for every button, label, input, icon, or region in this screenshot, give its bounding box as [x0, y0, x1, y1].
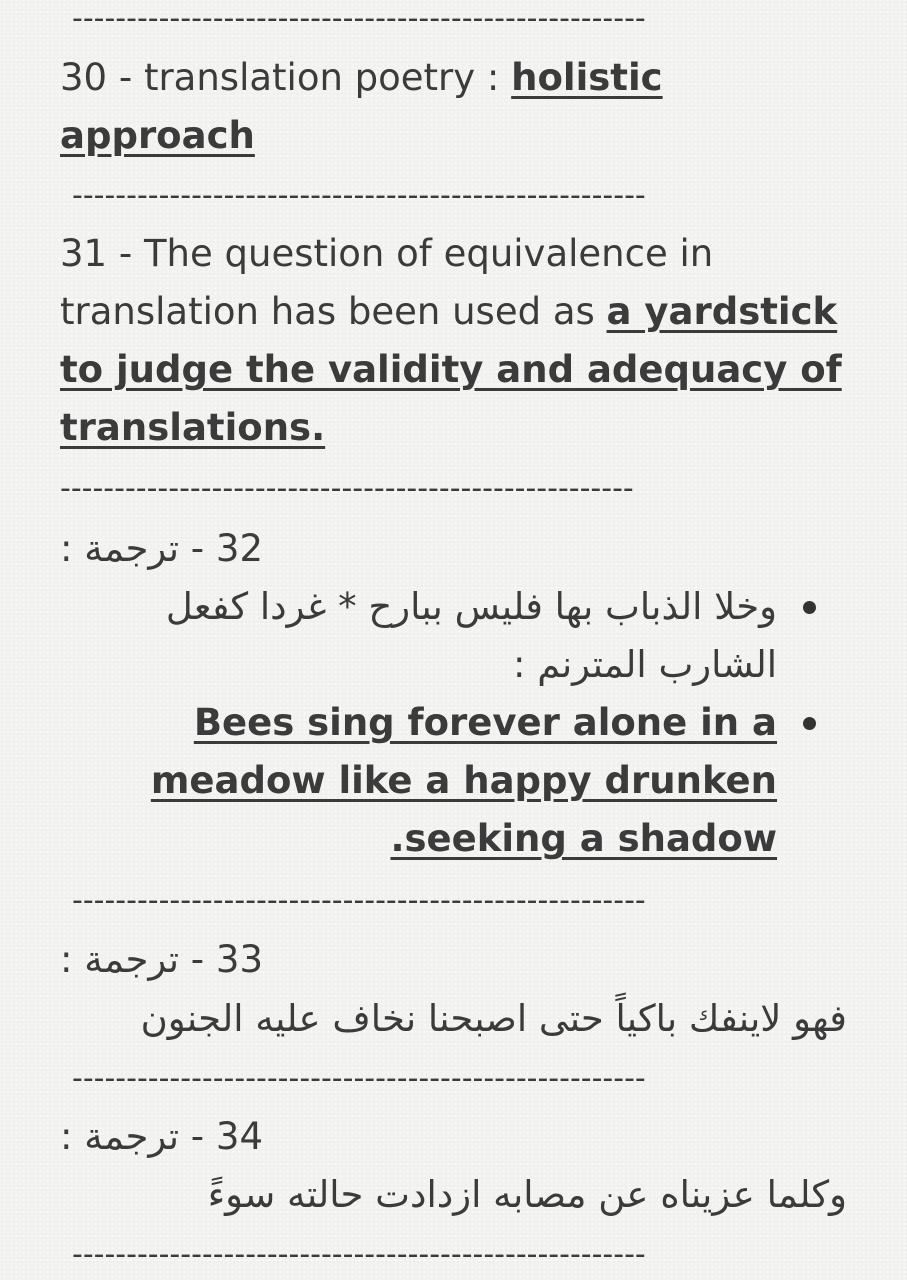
item-32-translation-part-2: meadow like a happy drunken	[150, 759, 777, 802]
item-32-heading	[60, 520, 280, 578]
item-31-line-2	[60, 283, 837, 341]
item-31-answer-part-3: translations.	[60, 406, 326, 449]
separator-line: -----------------------------------------------------	[72, 1064, 646, 1094]
item-32-translation-part-1: Bees sing forever alone in a	[193, 701, 777, 744]
item-31-text-1: 31 - The question of equivalence in	[60, 232, 714, 275]
item-32-translation-part-3: .seeking a shadow	[390, 817, 777, 860]
bullet-point	[803, 717, 816, 730]
item-32-heading-text: 32 - ترجمة :	[60, 527, 264, 570]
separator-line: -----------------------------------------------------	[60, 474, 634, 504]
separator-line: -----------------------------------------------------	[72, 4, 646, 34]
item-30-answer-part-1: holistic	[511, 56, 663, 99]
item-33-arabic-text: فهو لاينفك باكياً حتى اصبحنا نخاف عليه الجنون	[140, 997, 847, 1040]
item-31-line-1	[60, 225, 713, 283]
item-32-arabic-verse-2: الشارب المترنم :	[513, 643, 777, 686]
item-34-heading-text: 34 - ترجمة :	[60, 1115, 264, 1158]
separator-line: -----------------------------------------------------	[72, 1240, 646, 1270]
item-31-line-4	[60, 399, 325, 457]
item-34-heading	[60, 1108, 263, 1166]
item-31-answer-part-1: a yardstick	[606, 290, 838, 333]
item-30-line-1	[60, 49, 663, 107]
item-30-line-2	[60, 107, 255, 165]
item-31-line-3	[60, 341, 842, 399]
item-31-text-2: translation has been used as	[60, 290, 607, 333]
item-30-prefix: 30 - translation poetry :	[60, 56, 512, 99]
item-34-text-line	[60, 1166, 847, 1224]
item-34-arabic-text: وكلما عزيناه عن مصابه ازدادت حالته سوءً	[207, 1173, 847, 1216]
item-32-arabic-verse-1: وخلا الذباب بها فليس ببارح * غردا كفعل	[165, 585, 777, 628]
item-32-bullet-2-line-2	[120, 752, 777, 810]
bullet-point	[803, 601, 816, 614]
item-30-answer-part-2: approach	[60, 114, 255, 157]
item-33-heading	[60, 931, 263, 989]
item-33-text-line	[60, 990, 847, 1048]
item-32-bullet-1-line-2	[120, 636, 777, 694]
separator-line: -----------------------------------------------------	[72, 886, 646, 916]
item-32-bullet-2-line-3	[120, 810, 777, 868]
item-33-heading-text: 33 - ترجمة :	[60, 938, 264, 981]
item-31-answer-part-2: to judge the validity and adequacy of	[60, 348, 842, 391]
separator-line: -----------------------------------------------------	[72, 181, 646, 211]
item-32-bullet-2-line-1	[120, 694, 777, 752]
item-32-bullet-1-line-1	[120, 578, 777, 636]
